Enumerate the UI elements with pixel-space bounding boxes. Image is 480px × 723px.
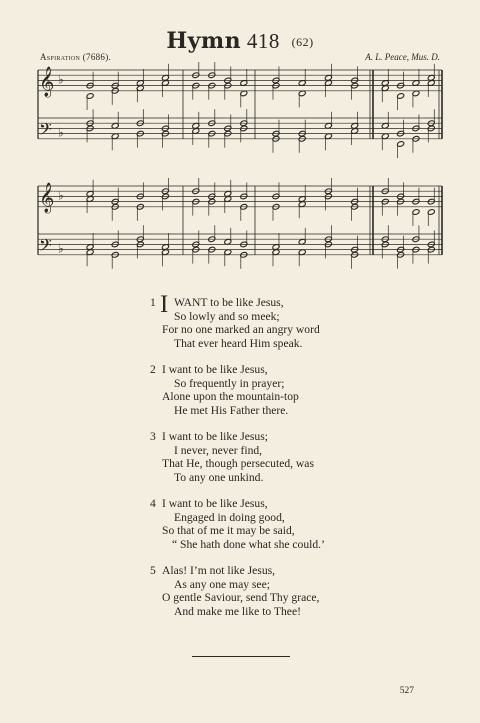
verse-line: He met His Father there.: [174, 403, 289, 417]
music-system-2: [0, 178, 480, 278]
verse-number: 1: [150, 296, 156, 309]
verse-number: 3: [150, 430, 156, 443]
verse-line: And make me like to Thee!: [174, 604, 301, 618]
verse-line: To any one unkind.: [174, 470, 264, 484]
verse-line: I never, never find,: [174, 443, 263, 457]
verse-number: 2: [150, 363, 156, 376]
verse-line: I want to be like Jesus,: [162, 363, 268, 376]
tune-name: Aspiration: [40, 52, 81, 62]
hymn-heading-word: Hymn: [166, 28, 242, 54]
verse-line: So that of me it may be said,: [162, 524, 295, 538]
tune-info: [40, 52, 111, 62]
verse-number: 4: [150, 497, 156, 510]
key-signature-flat: ♭: [58, 188, 64, 203]
key-signature-flat: ♭: [58, 72, 64, 87]
verse-line: Alone upon the mountain-top: [162, 390, 299, 404]
verse-line: I want to be like Jesus,: [162, 497, 268, 510]
composer: A. L. Peace, Mus. D.: [365, 52, 440, 62]
treble-clef: 𝄞: [39, 66, 55, 97]
verse-line: Engaged in doing good,: [174, 510, 285, 524]
bass-clef: 𝄢: [39, 234, 52, 259]
hymn-number: 418: [246, 29, 280, 53]
verse-line: That ever heard Him speak.: [174, 336, 303, 350]
hymn-reference: (62): [291, 35, 314, 49]
verse-line: That He, though persecuted, was: [162, 457, 314, 471]
verse-line: I want to be like Jesus;: [162, 430, 268, 443]
verse-line: Alas! I’m not like Jesus,: [162, 564, 276, 577]
tune-meter: (7686).: [82, 52, 112, 62]
verse-line: “ She hath done what she could.’: [172, 537, 325, 551]
page-number: 527: [399, 686, 414, 696]
verse-line: WANT to be like Jesus,: [174, 296, 284, 309]
bass-clef: 𝄢: [39, 118, 52, 143]
hymn-title: [0, 28, 480, 54]
drop-cap: I: [160, 291, 169, 318]
verse-line: So lowly and so meek;: [174, 309, 280, 323]
key-signature-flat: ♭: [58, 125, 64, 140]
verse-line: O gentle Saviour, send Thy grace,: [162, 591, 320, 605]
music-system-1: [0, 62, 480, 162]
treble-clef: 𝄞: [39, 182, 55, 213]
verse-number: 5: [150, 564, 156, 577]
key-signature-flat: ♭: [58, 241, 64, 256]
verse-line: As any one may see;: [174, 577, 270, 591]
closing-rule: [192, 656, 290, 657]
verse-line: So frequently in prayer;: [174, 376, 285, 390]
verse-line: For no one marked an angry word: [162, 323, 320, 337]
